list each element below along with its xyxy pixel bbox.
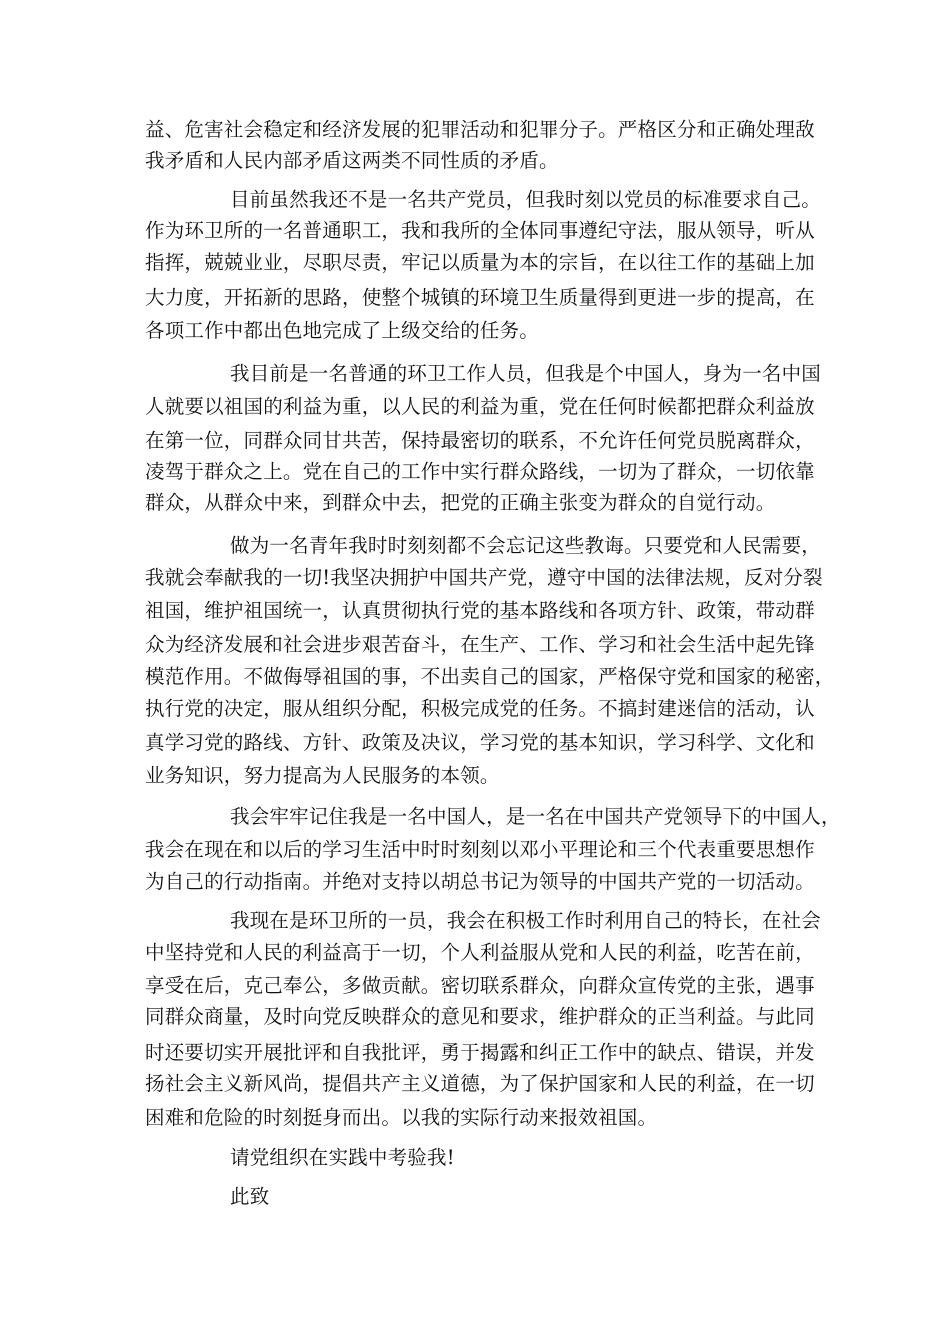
text-line: 群众，从群众中来，到群众中去，把党的正确主张变为群众的自觉行动。	[145, 491, 776, 514]
text-line: 各项工作中都出色地完成了上级交给的任务。	[145, 319, 540, 342]
text-line: 人就要以祖国的利益为重，以人民的利益为重，党在任何时候都把群众利益放	[145, 395, 815, 418]
paragraph-first-line: 我目前是一名普通的环卫工作人员，但我是个中国人，身为一名中国	[230, 362, 822, 385]
text-line: 大力度，开拓新的思路，使整个城镇的环境卫生质量得到更进一步的提高，在	[145, 286, 815, 309]
text-line: 凌驾于群众之上。党在自己的工作中实行群众路线，一切为了群众，一切依靠	[145, 460, 815, 483]
text-line: 众为经济发展和社会进步艰苦奋斗，在生产、工作、学习和社会生活中起先锋	[145, 633, 815, 656]
text-line: 享受在后，克己奉公，多做贡献。密切联系群众，向群众宣传党的主张，遇事	[145, 974, 815, 997]
text-line: 我矛盾和人民内部矛盾这两类不同性质的矛盾。	[145, 149, 559, 172]
text-line: 作为环卫所的一名普通职工，我和我所的全体同事遵纪守法，服从领导，听从	[145, 219, 815, 242]
text-line: 指挥，兢兢业业，尽职尽责，牢记以质量为本的宗旨，在以往工作的基础上加	[145, 251, 815, 274]
text-line: 我会在现在和以后的学习生活中时时刻刻以邓小平理论和三个代表重要思想作	[145, 838, 815, 861]
paragraph-first-line: 我现在是环卫所的一员，我会在积极工作时利用自己的特长，在社会	[230, 909, 822, 932]
text-line: 真学习党的路线、方针、政策及决议，学习党的基本知识，学习科学、文化和	[145, 731, 815, 754]
text-line: 同群众商量，及时向党反映群众的意见和要求，维护群众的正当利益。与此同	[145, 1005, 815, 1028]
text-line: 困难和危险的时刻挺身而出。以我的实际行动来报效祖国。	[145, 1106, 658, 1129]
text-line: 业务知识，努力提高为人民服务的本领。	[145, 764, 500, 787]
text-line: 模范作用。不做侮辱祖国的事，不出卖自己的国家，严格保守党和国家的秘密，	[145, 665, 835, 688]
paragraph-first-line: 我会牢牢记住我是一名中国人，是一名在中国共产党领导下的中国人，	[230, 805, 841, 828]
text-line: 在第一位，同群众同甘共苦，保持最密切的联系，不允许任何党员脱离群众，	[145, 429, 815, 452]
text-line: 扬社会主义新风尚，提倡共产主义道德，为了保护国家和人民的利益，在一切	[145, 1072, 815, 1095]
text-line: 益、危害社会稳定和经济发展的犯罪活动和犯罪分子。严格区分和正确处理敌	[145, 118, 815, 141]
text-line: 我就会奉献我的一切!我坚决拥护中国共产党，遵守中国的法律法规，反对分裂	[145, 566, 823, 589]
text-line: 祖国，维护祖国统一，认真贯彻执行党的基本路线和各项方针、政策，带动群	[145, 599, 815, 622]
paragraph-first-line: 目前虽然我还不是一名共产党员，但我时刻以党员的标准要求自己。	[230, 188, 822, 211]
request-line: 请党组织在实践中考验我!	[230, 1146, 455, 1169]
text-line: 时还要切实开展批评和自我批评，勇于揭露和纠正工作中的缺点、错误，并发	[145, 1041, 815, 1064]
text-line: 中坚持党和人民的利益高于一切，个人利益服从党和人民的利益，吃苦在前，	[145, 941, 815, 964]
text-line: 为自己的行动指南。并绝对支持以胡总书记为领导的中国共产党的一切活动。	[145, 870, 815, 893]
salutation-line: 此致	[230, 1185, 270, 1208]
paragraph-first-line: 做为一名青年我时时刻刻都不会忘记这些教诲。只要党和人民需要，	[230, 534, 822, 557]
text-line: 执行党的决定，服从组织分配，积极完成党的任务。不搞封建迷信的活动，认	[145, 697, 815, 720]
